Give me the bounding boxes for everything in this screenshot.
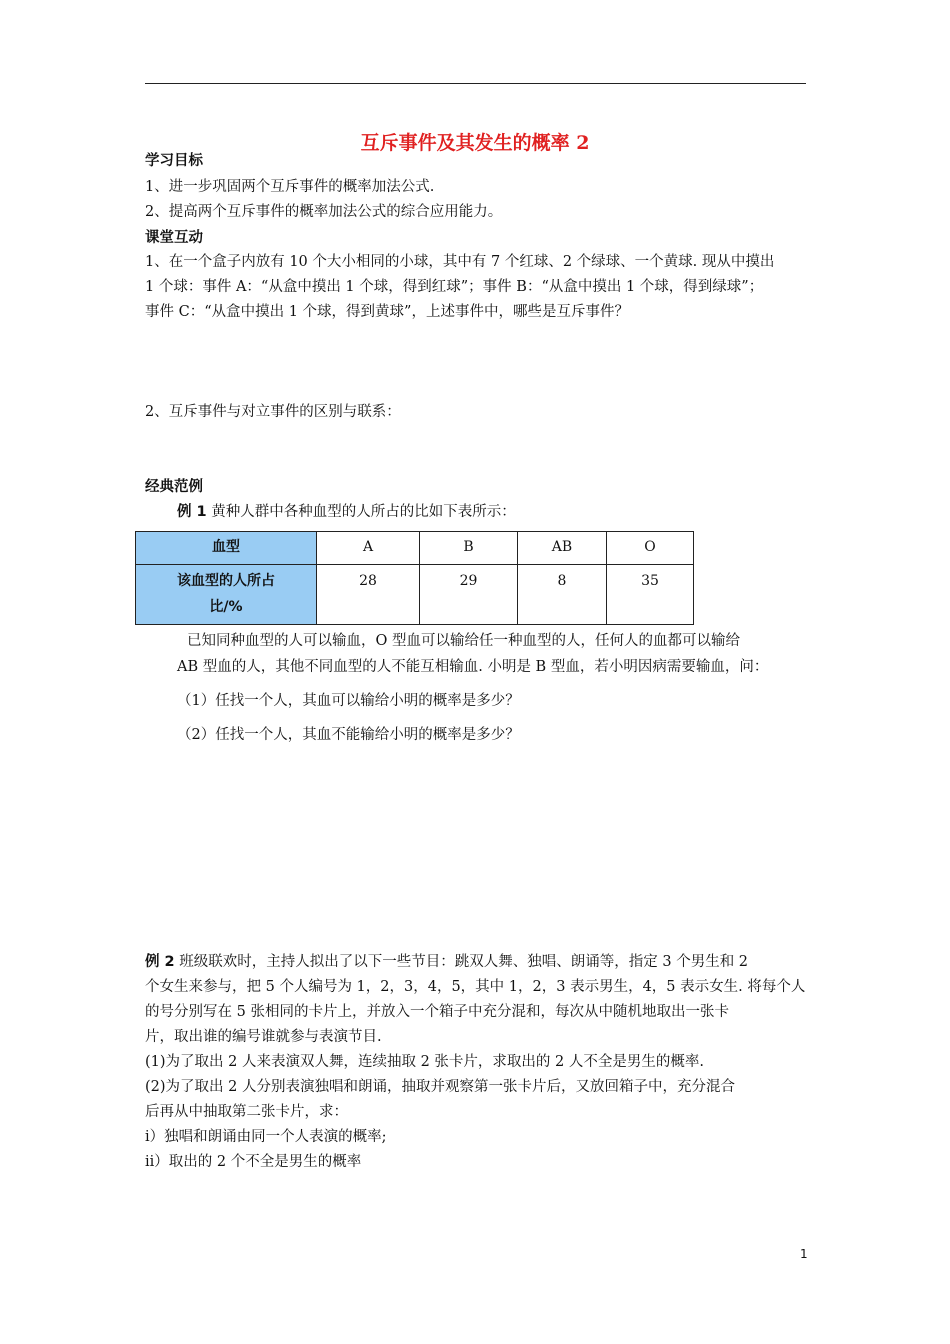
- example-2-first-line: [145, 952, 748, 972]
- example-1-intro-text: 黄种人群中各种血型的人所占的比如下表所示：: [206, 504, 516, 520]
- question-1-line: 事件 C：“从盒中摸出 1 个球，得到黄球”，上述事件中，哪些是互斥事件？: [145, 304, 629, 320]
- interaction-heading: 课堂互动: [145, 230, 203, 246]
- example-1-intro: [177, 502, 516, 522]
- examples-heading: 经典范例: [145, 479, 203, 495]
- example-1-question-2: （2）任找一个人，其血不能输给小明的概率是多少？: [177, 727, 520, 743]
- table-cell: 29: [420, 565, 518, 625]
- table-cell: O: [607, 532, 694, 565]
- objective-item: 1、进一步巩固两个互斥事件的概率加法公式.: [145, 179, 435, 195]
- example-2-line: 后再从中抽取第二张卡片，求：: [145, 1104, 348, 1120]
- table-cell: 8: [518, 565, 607, 625]
- question-1-line: 1 个球：事件 A：“从盒中摸出 1 个球，得到红球”；事件 B：“从盒中摸出 1 个球，得到绿球”；: [145, 279, 764, 295]
- example-2-label: 例 2: [145, 954, 175, 970]
- table-cell: 28: [317, 565, 420, 625]
- example-1-label: 例 1: [177, 504, 207, 520]
- table-header-percent-line: 比/%: [209, 599, 243, 615]
- example-1-question-1: （1）任找一个人，其血可以输给小明的概率是多少？: [177, 693, 520, 709]
- example-2-line: i）独唱和朗诵由同一个人表演的概率;: [145, 1129, 387, 1145]
- page-title: 互斥事件及其发生的概率 2: [360, 132, 590, 154]
- question-2: 2、互斥事件与对立事件的区别与联系：: [145, 404, 401, 420]
- table-cell: 35: [607, 565, 694, 625]
- objective-item: 2、提高两个互斥事件的概率加法公式的综合应用能力。: [145, 204, 503, 220]
- header-rule: [145, 83, 806, 84]
- example-2-line: 的号分别写在 5 张相同的卡片上，并放入一个箱子中充分混和，每次从中随机地取出一张卡: [145, 1004, 729, 1020]
- page-number: 1: [800, 1247, 808, 1261]
- example-2-line: 个女生来参与，把 5 个人编号为 1，2，3，4，5，其中 1，2，3 表示男生，4，5 表示女生. 将每个人: [145, 979, 806, 995]
- table-cell: AB: [518, 532, 607, 565]
- table-header-percent: [136, 565, 317, 625]
- blood-type-table: [135, 531, 694, 625]
- table-row: [136, 565, 694, 625]
- table-cell: A: [317, 532, 420, 565]
- example-2-line: (2)为了取出 2 人分别表演独唱和朗诵，抽取并观察第一张卡片后，又放回箱子中，充分混合: [145, 1079, 735, 1095]
- objectives-heading: 学习目标: [145, 153, 203, 169]
- table-cell: B: [420, 532, 518, 565]
- table-header-blood-type: 血型: [136, 532, 317, 565]
- question-1-line: 1、在一个盒子内放有 10 个大小相同的小球，其中有 7 个红球、2 个绿球、一个黄球. 现从中摸出: [145, 254, 775, 270]
- example-2-text: 班级联欢时，主持人拟出了以下一些节目：跳双人舞、独唱、朗诵等，指定 3 个男生和 2: [174, 954, 749, 970]
- table-row: [136, 532, 694, 565]
- table-header-percent-line: 该血型的人所占: [177, 573, 275, 589]
- example-1-text-line: AB 型血的人，其他不同血型的人不能互相输血. 小明是 B 型血，若小明因病需要输血，问：: [177, 659, 769, 675]
- example-2-line: ii）取出的 2 个不全是男生的概率: [145, 1154, 362, 1170]
- example-2-line: (1)为了取出 2 人来表演双人舞，连续抽取 2 张卡片，求取出的 2 人不全是男生的概率.: [145, 1054, 704, 1070]
- example-2-line: 片，取出谁的编号谁就参与表演节目.: [145, 1029, 382, 1045]
- example-1-text-line: 已知同种血型的人可以输血，O 型血可以输给任一种血型的人，任何人的血都可以输给: [187, 633, 740, 649]
